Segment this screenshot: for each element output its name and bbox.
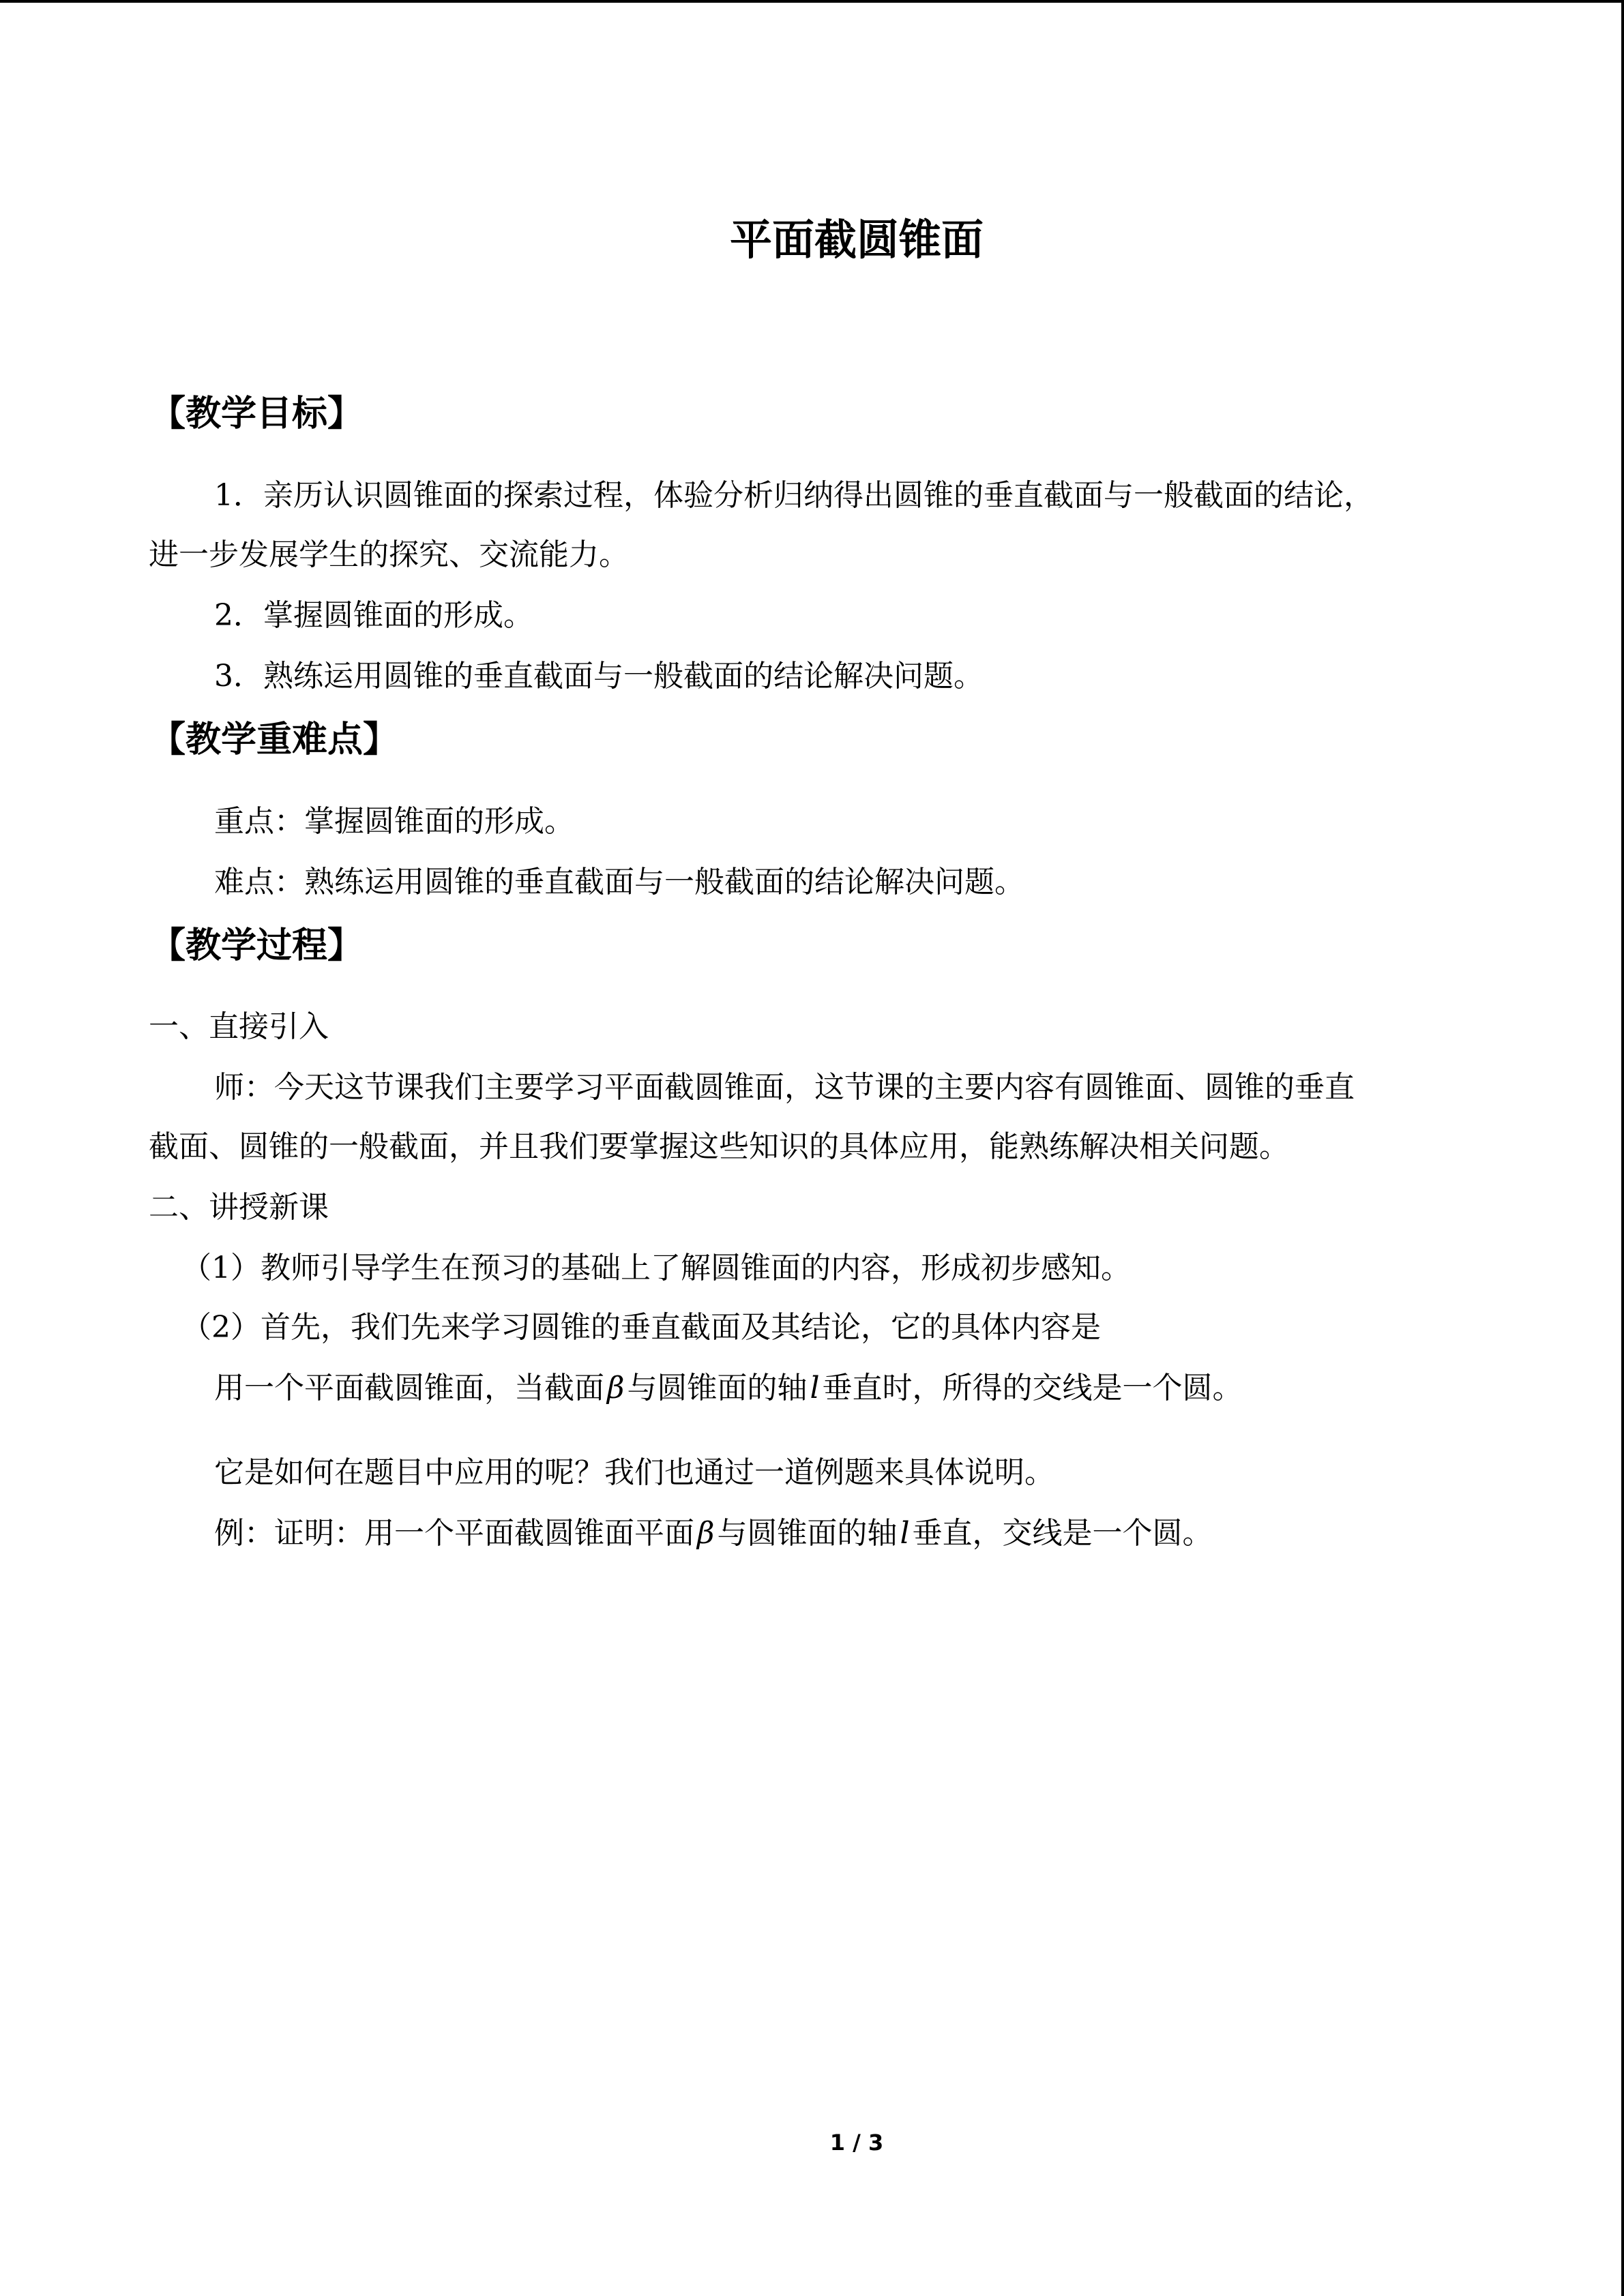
key-point-difficulty: 难点：熟练运用圆锥的垂直截面与一般截面的结论解决问题。 xyxy=(214,865,1024,899)
section-heading-objectives: 【教学目标】 xyxy=(150,393,364,434)
theorem-text-middle: 与圆锥面的轴 xyxy=(627,1371,808,1405)
process-part-1-line-1: 师：今天这节课我们主要学习平面截圆锥面，这节课的主要内容有圆锥面、圆锥的垂直 xyxy=(214,1070,1355,1105)
example-text-middle: 与圆锥面的轴 xyxy=(717,1516,898,1551)
beta-symbol: β xyxy=(607,1371,625,1405)
process-part-1-line-2: 截面、圆锥的一般截面，并且我们要掌握这些知识的具体应用，能熟练解决相关问题。 xyxy=(149,1129,1289,1164)
page-border-right xyxy=(1621,0,1624,2296)
example-text-start: 例：证明：用一个平面截圆锥面平面 xyxy=(214,1516,694,1551)
theorem-statement xyxy=(214,1368,1243,1409)
section-heading-key-points: 【教学重难点】 xyxy=(150,719,399,760)
section-heading-process: 【教学过程】 xyxy=(150,925,364,966)
process-part-1-title: 一、直接引入 xyxy=(149,1009,329,1044)
example-statement xyxy=(214,1513,1213,1554)
objective-item-1-line-1: 1．亲历认识圆锥面的探索过程，体验分析归纳得出圆锥的垂直截面与一般截面的结论， xyxy=(214,478,1374,513)
objective-item-2: 2．掌握圆锥面的形成。 xyxy=(214,598,533,633)
axis-l-symbol: l xyxy=(900,1516,910,1551)
theorem-text-start: 用一个平面截圆锥面，当截面 xyxy=(214,1371,604,1405)
example-text-end: 垂直，交线是一个圆。 xyxy=(912,1516,1213,1551)
process-part-2-title: 二、讲授新课 xyxy=(149,1190,329,1225)
key-point-focus: 重点：掌握圆锥面的形成。 xyxy=(214,804,574,839)
process-step-2: （2）首先，我们先来学习圆锥的垂直截面及其结论，它的具体内容是 xyxy=(181,1310,1101,1345)
page-border-top xyxy=(0,0,1624,3)
axis-l-symbol: l xyxy=(810,1371,820,1405)
application-text: 它是如何在题目中应用的呢？我们也通过一道例题来具体说明。 xyxy=(214,1455,1054,1490)
page-number: 1 / 3 xyxy=(829,2130,884,2156)
beta-symbol: β xyxy=(697,1516,715,1551)
theorem-text-end: 垂直时，所得的交线是一个圆。 xyxy=(822,1371,1243,1405)
objective-item-1-line-2: 进一步发展学生的探究、交流能力。 xyxy=(149,537,629,572)
process-step-1: （1）教师引导学生在预习的基础上了解圆锥面的内容，形成初步感知。 xyxy=(181,1251,1131,1285)
objective-item-3: 3．熟练运用圆锥的垂直截面与一般截面的结论解决问题。 xyxy=(214,659,984,694)
document-title: 平面截圆锥面 xyxy=(729,215,984,265)
